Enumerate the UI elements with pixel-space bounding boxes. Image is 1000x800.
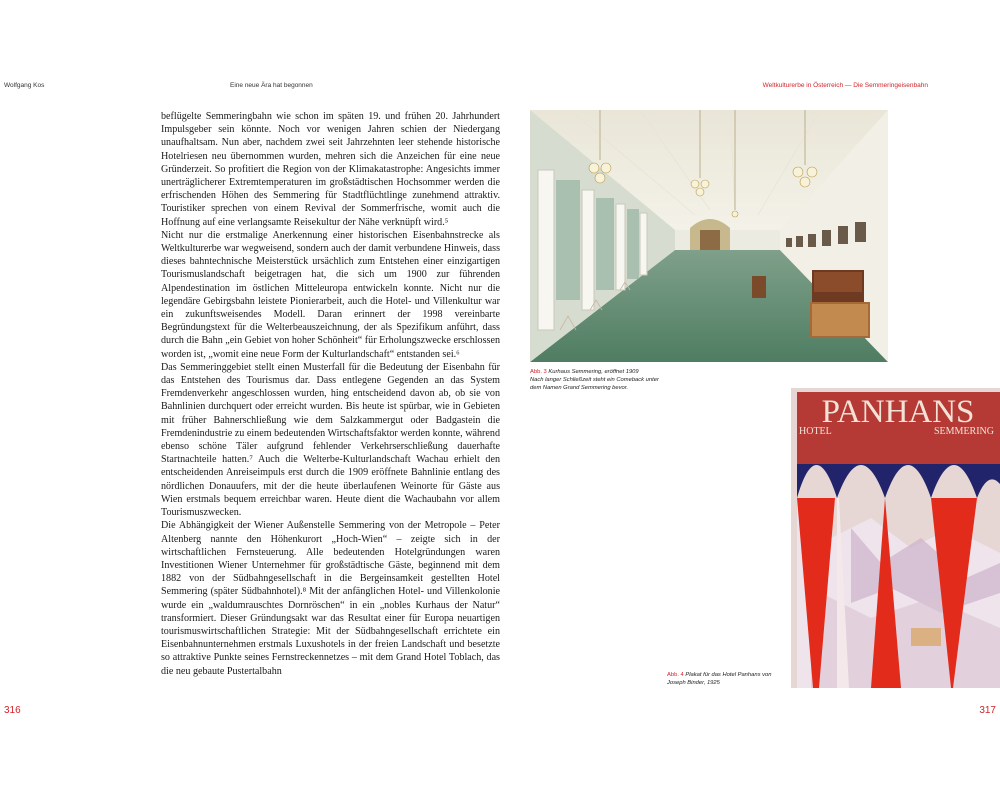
running-head-section: Weltkulturerbe in Österreich — Die Semmeringeisenbahn (762, 82, 928, 89)
figure-3-caption (530, 369, 659, 392)
figure-3-caption-line: Kurhaus Semmering, eröffnet 1909 (548, 369, 639, 375)
paragraph: Nicht nur die erstmalige Anerkennung einer historischen Eisenbahnstrecke als Weltkulturerbe war wegweisend, sondern auch der damit verbundene Hinweis, dass dieses bahntechnische Meisterstück ursächlich zum Entstehen einer einzigartigen Tourismuslandschaft beigetragen hat, die sich um 1900 zur führenden Alpendestination im östlichen Mitteleuropa entwickeln konnte. Nicht nur die legendäre Gebirgsbahn leistete Pionierarbeit, auch die Hotel- und Villenkultur war ein zukunftsweisendes Modell. Daran erinnert der 1998 vereinbarte Begründungstext für die Welterbeauszeichnung, der als Spezifikum anführt, dass durch die Bahn „ein Gebiet von hoher Schönheit“ für Erholungszwecke erschlossen worden ist, „womit eine neue Form der Kulturlandschaft“ entstanden sei.⁶ (161, 229, 500, 360)
figure-4-caption-line: Plakat für das Hotel Panhans von (685, 672, 772, 678)
poster-title: PANHANS (821, 394, 975, 430)
kurhaus-hall-photo (530, 110, 888, 362)
figure-4-caption (667, 672, 771, 688)
page-number-right: 317 (979, 705, 996, 716)
figure-3-label: Abb. 3 (530, 369, 547, 375)
paragraph: Die Abhängigkeit der Wiener Außenstelle Semmering von der Metropole – Peter Altenberg nannte den Höhenkurort „Hoch-Wien“ – zeigte sich in der wirtschaftlichen Fernsteuerung. Alle bedeutenden Hotelgründungen waren Investitionen Wiener Unternehmer für großstädtische Gäste, beginnend mit dem 1882 von der Südbahngesellschaft in die Bergeinsamkeit gestellten Hotel Semmering (später Südbahnhotel).⁸ Mit der anfänglichen Hotel- und Villenkolonie wurde ein „waldumrauschtes Dornröschen“ in ein „nobles Kurhaus der Natur“ transformiert. Dieser Gründungsakt war das Resultat einer für Europa neuartigen tourismuswirtschaftlichen Strategie: Mit der Südbahngesellschaft errichtete ein Eisenbahnunternehmen erstmals Luxushotels in der freien Landschaft und besetzte so attraktive Punkte seines Fernstreckennetzes – mit dem Grand Hotel Toblach, das die neu gebaute Pustertalbahn (161, 520, 500, 677)
running-head-chapter: Eine neue Ära hat begonnen (230, 82, 313, 89)
body-text (161, 110, 500, 678)
running-head-author: Wolfgang Kos (4, 82, 45, 89)
poster-hotel: HOTEL (799, 426, 832, 437)
figure-4-caption-line: Joseph Binder, 1925 (667, 679, 720, 686)
figure-3-caption-line: Nach langer Schließzeit steht ein Comeback unter (530, 376, 659, 383)
paragraph: Das Semmeringgebiet stellt einen Musterfall für die Bedeutung der Eisenbahn für das Entstehen des Tourismus dar. Dass entlegene Gegenden an das System Fremdenverkehr angeschlossen wurden, hing entscheidend davon ab, ob sie von Bahnlinien durchquert oder erreicht wurden. Bis heute ist spürbar, wie in Gebieten mit früher Bahnerschließung wie dem Salzkammergut oder Badgastein die Fremdenindustrie zu einem bedeutenden Wirtschaftsfaktor werden konnte, während ebenso schöne Täler aufgrund fehlender Verkehrserschließung dauerhafte Startnachteile hatten.⁷ Auch die Welterbe-Kulturlandschaft Wachau erhielt den entscheidenden Anreiseimpuls erst durch die 1909 eröffnete Bahnlinie entlang des nördlichen Donauufers, mit der die heute überlaufenen Weinorte für Gäste aus Wien erstmals bequem erreichbar waren. Heute dient die Wachaubahn vor allem Tourismuszwecken. (161, 361, 500, 519)
paragraph: beflügelte Semmeringbahn wie schon im späten 19. und frühen 20. Jahrhundert Impulsgeber sein könnte. Noch vor wenigen Jahren schien der Niedergang unaufhaltsam. Nun aber, nachdem zwei seit Jahrzehnten leer stehende historische Hotelriesen neu übernommen wurden, mehren sich die Anzeichen für eine neue Gründerzeit. So profitiert die Region von der Klimakatastrophe: Angesichts immer unerträglicherer Extremtemperaturen im großstädtischen Hochsommer werden die erfrischenden Höhen des Semmering für Stadtflüchtlinge zunehmend attraktiv. Touristiker sprechen von einem Revival der Sommerfrische, womit auch die Hoffnung auf eine verlangsamte Reisekultur der Nähe verknüpft wird.⁵ (161, 111, 500, 228)
panhans-poster (791, 388, 1000, 688)
poster-place: SEMMERING (933, 426, 994, 437)
page-number-left: 316 (4, 705, 21, 716)
figure-3-caption-line: dem Namen Grand Semmering bevor. (530, 384, 629, 391)
figure-4-label: Abb. 4 (667, 672, 684, 678)
